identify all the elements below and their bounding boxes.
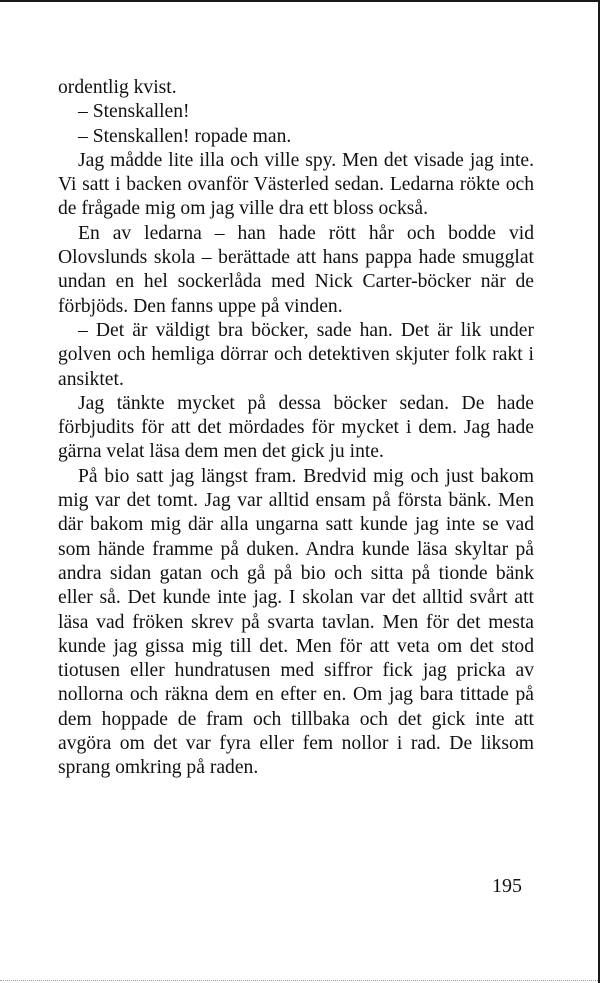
- paragraph-1: ordentlig kvist.: [58, 77, 177, 98]
- paragraph-6: – Det är väldigt bra böcker, sade han. Det är lik under golven och hemliga dörrar och detektiven skjuter folk rakt i ansiktet.: [58, 319, 534, 390]
- page-bottom-edge: [0, 980, 598, 981]
- paragraph-3: – Stenskallen! ropade man.: [78, 125, 292, 147]
- paragraph-2: – Stenskallen!: [78, 101, 190, 123]
- paragraph-5: En av ledarna – han hade rött hår och bodde vid Olovslunds skola – berättade att hans pappa hade smugglat undan en hel sockerlåda med Nick Carter-böcker när de förbjöds. Den fanns uppe på vinden.: [58, 222, 534, 317]
- paragraph-8: På bio satt jag längst fram. Bredvid mig och just bakom mig var det tomt. Jag var alltid ensam på första bänk. Men där bakom mig där alla ungarna satt kunde jag inte se vad som hände framme på duken. Andra kunde läsa skyltar på andra sidan gatan och gå på bio och sitta på tionde bänk eller så. Det kunde inte jag. I skolan var det alltid svårt att läsa vad fröken skrev på svarta tavlan. Men för det mesta kunde jag gissa mig till det. Men för att veta om det stod tiotusen eller hundratusen med siffror fick jag pricka av nollorna och räkna dem en efter en. Om jag bara tittade på dem hoppade de fram och tillbaka och det gick inte att avgöra om det var fyra eller fem nollor i rad. De liksom sprang omkring på raden.: [58, 465, 534, 779]
- paragraph-4: Jag mådde lite illa och ville spy. Men det visade jag inte. Vi satt i backen ovanför Västerled sedan. Ledarna rökte och de frågade mig om jag ville dra ett bloss också.: [58, 149, 534, 220]
- paragraph-7: Jag tänkte mycket på dessa böcker sedan. De hade förbjudits för att det mördades för mycket i dem. Jag hade gärna velat läsa dem men det gick ju inte.: [58, 392, 534, 463]
- page-number: 195: [492, 875, 522, 897]
- body-text: [58, 76, 534, 781]
